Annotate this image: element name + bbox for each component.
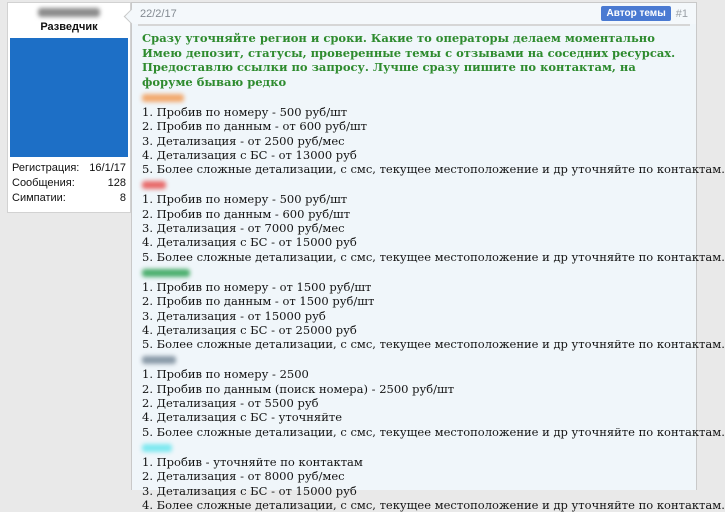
price-line: 2. Детализация - от 5500 руб — [142, 396, 319, 411]
redacted-operator-name — [142, 181, 166, 189]
price-line: 2. Пробив по данным - от 1500 руб/шт — [142, 294, 375, 309]
stat-row-messages — [12, 176, 126, 191]
user-info-panel — [7, 2, 131, 213]
price-line: 2. Пробив по данным - 600 руб/шт — [142, 206, 351, 221]
price-line: 3. Детализация с БС - от 15000 руб — [142, 483, 357, 498]
sections — [142, 94, 725, 512]
stat-value: 8 — [119, 192, 126, 204]
user-avatar[interactable] — [10, 38, 128, 157]
price-line: 3. Детализация - от 2500 руб/мес — [142, 133, 345, 148]
intro-line: Имею депозит, статусы, проверенные темы с отзывами на соседних ресурсах. Предоставлю ссылки по запросу. Лучше сразу пишите по контактам, на форуме бываю редко — [142, 45, 676, 89]
forum-post — [131, 2, 725, 512]
price-line: 2. Пробив по данным (поиск номера) - 2500 руб/шт — [142, 381, 455, 396]
price-line: 1. Пробив по номеру - 500 руб/шт — [142, 105, 348, 119]
price-line: 5. Более сложные детализации, с смс, текущее местоположение и др уточняйте по контактам. — [142, 162, 725, 177]
price-line: 3. Детализация - от 7000 руб/мес — [142, 221, 345, 236]
price-section — [142, 444, 725, 512]
post-date-link[interactable]: 22/2/17 — [140, 7, 177, 20]
redacted-operator-name — [142, 356, 176, 364]
stat-row-likes — [12, 191, 126, 206]
price-line: 1. Пробив по номеру - от 1500 руб/шт — [142, 279, 372, 294]
stat-label: Сообщения: — [12, 177, 75, 189]
post-header — [132, 3, 696, 24]
stat-value: 128 — [107, 177, 126, 189]
post-content — [132, 26, 725, 512]
price-line: 5. Более сложные детализации, с смс, текущее местоположение и др уточняйте по контактам. — [142, 424, 725, 439]
price-line: 5. Более сложные детализации, с смс, текущее местоположение и др уточняйте по контактам. — [142, 249, 725, 264]
price-line: 4. Детализация с БС - от 25000 руб — [142, 322, 357, 337]
redacted-operator-name — [142, 269, 190, 277]
thread-author-badge[interactable]: Автор темы — [601, 6, 670, 21]
price-line: 2. Детализация - от 8000 руб/мес — [142, 469, 345, 484]
stat-label: Симпатии: — [12, 192, 66, 204]
user-stats — [8, 157, 130, 206]
price-line: 3. Детализация - от 15000 руб — [142, 308, 326, 323]
redacted-username[interactable] — [38, 8, 100, 17]
stat-row-registration — [12, 161, 126, 176]
price-line: 2. Пробив по данным - от 600 руб/шт — [142, 119, 367, 134]
price-section — [142, 94, 725, 177]
post-intro — [142, 31, 686, 89]
intro-line: Сразу уточняйте регион и сроки. Какие то операторы делаем моментально — [142, 31, 655, 45]
user-title: Разведчик — [40, 21, 98, 33]
price-line: 1. Пробив - уточняйте по контактам — [142, 454, 363, 469]
price-line: 1. Пробив по номеру - 2500 — [142, 367, 309, 382]
price-section — [142, 356, 725, 439]
price-line: 4. Детализация с БС - от 15000 руб — [142, 235, 357, 250]
redacted-operator-name — [142, 444, 172, 452]
price-line: 4. Более сложные детализации, с смс, текущее местоположение и др уточняйте по контактам. — [142, 497, 725, 512]
price-section — [142, 181, 725, 264]
post-number-link[interactable]: #1 — [675, 7, 688, 20]
stat-value: 16/1/17 — [89, 162, 126, 174]
price-line: 5. Более сложные детализации, с смс, текущее местоположение и др уточняйте по контактам. — [142, 337, 725, 352]
price-line: 4. Детализация с БС - от 13000 руб — [142, 147, 357, 162]
redacted-operator-name — [142, 94, 184, 102]
stat-label: Регистрация: — [12, 162, 80, 174]
price-line: 4. Детализация с БС - уточняйте — [142, 410, 343, 425]
price-line: 1. Пробив по номеру - 500 руб/шт — [142, 192, 348, 207]
price-section — [142, 269, 725, 352]
